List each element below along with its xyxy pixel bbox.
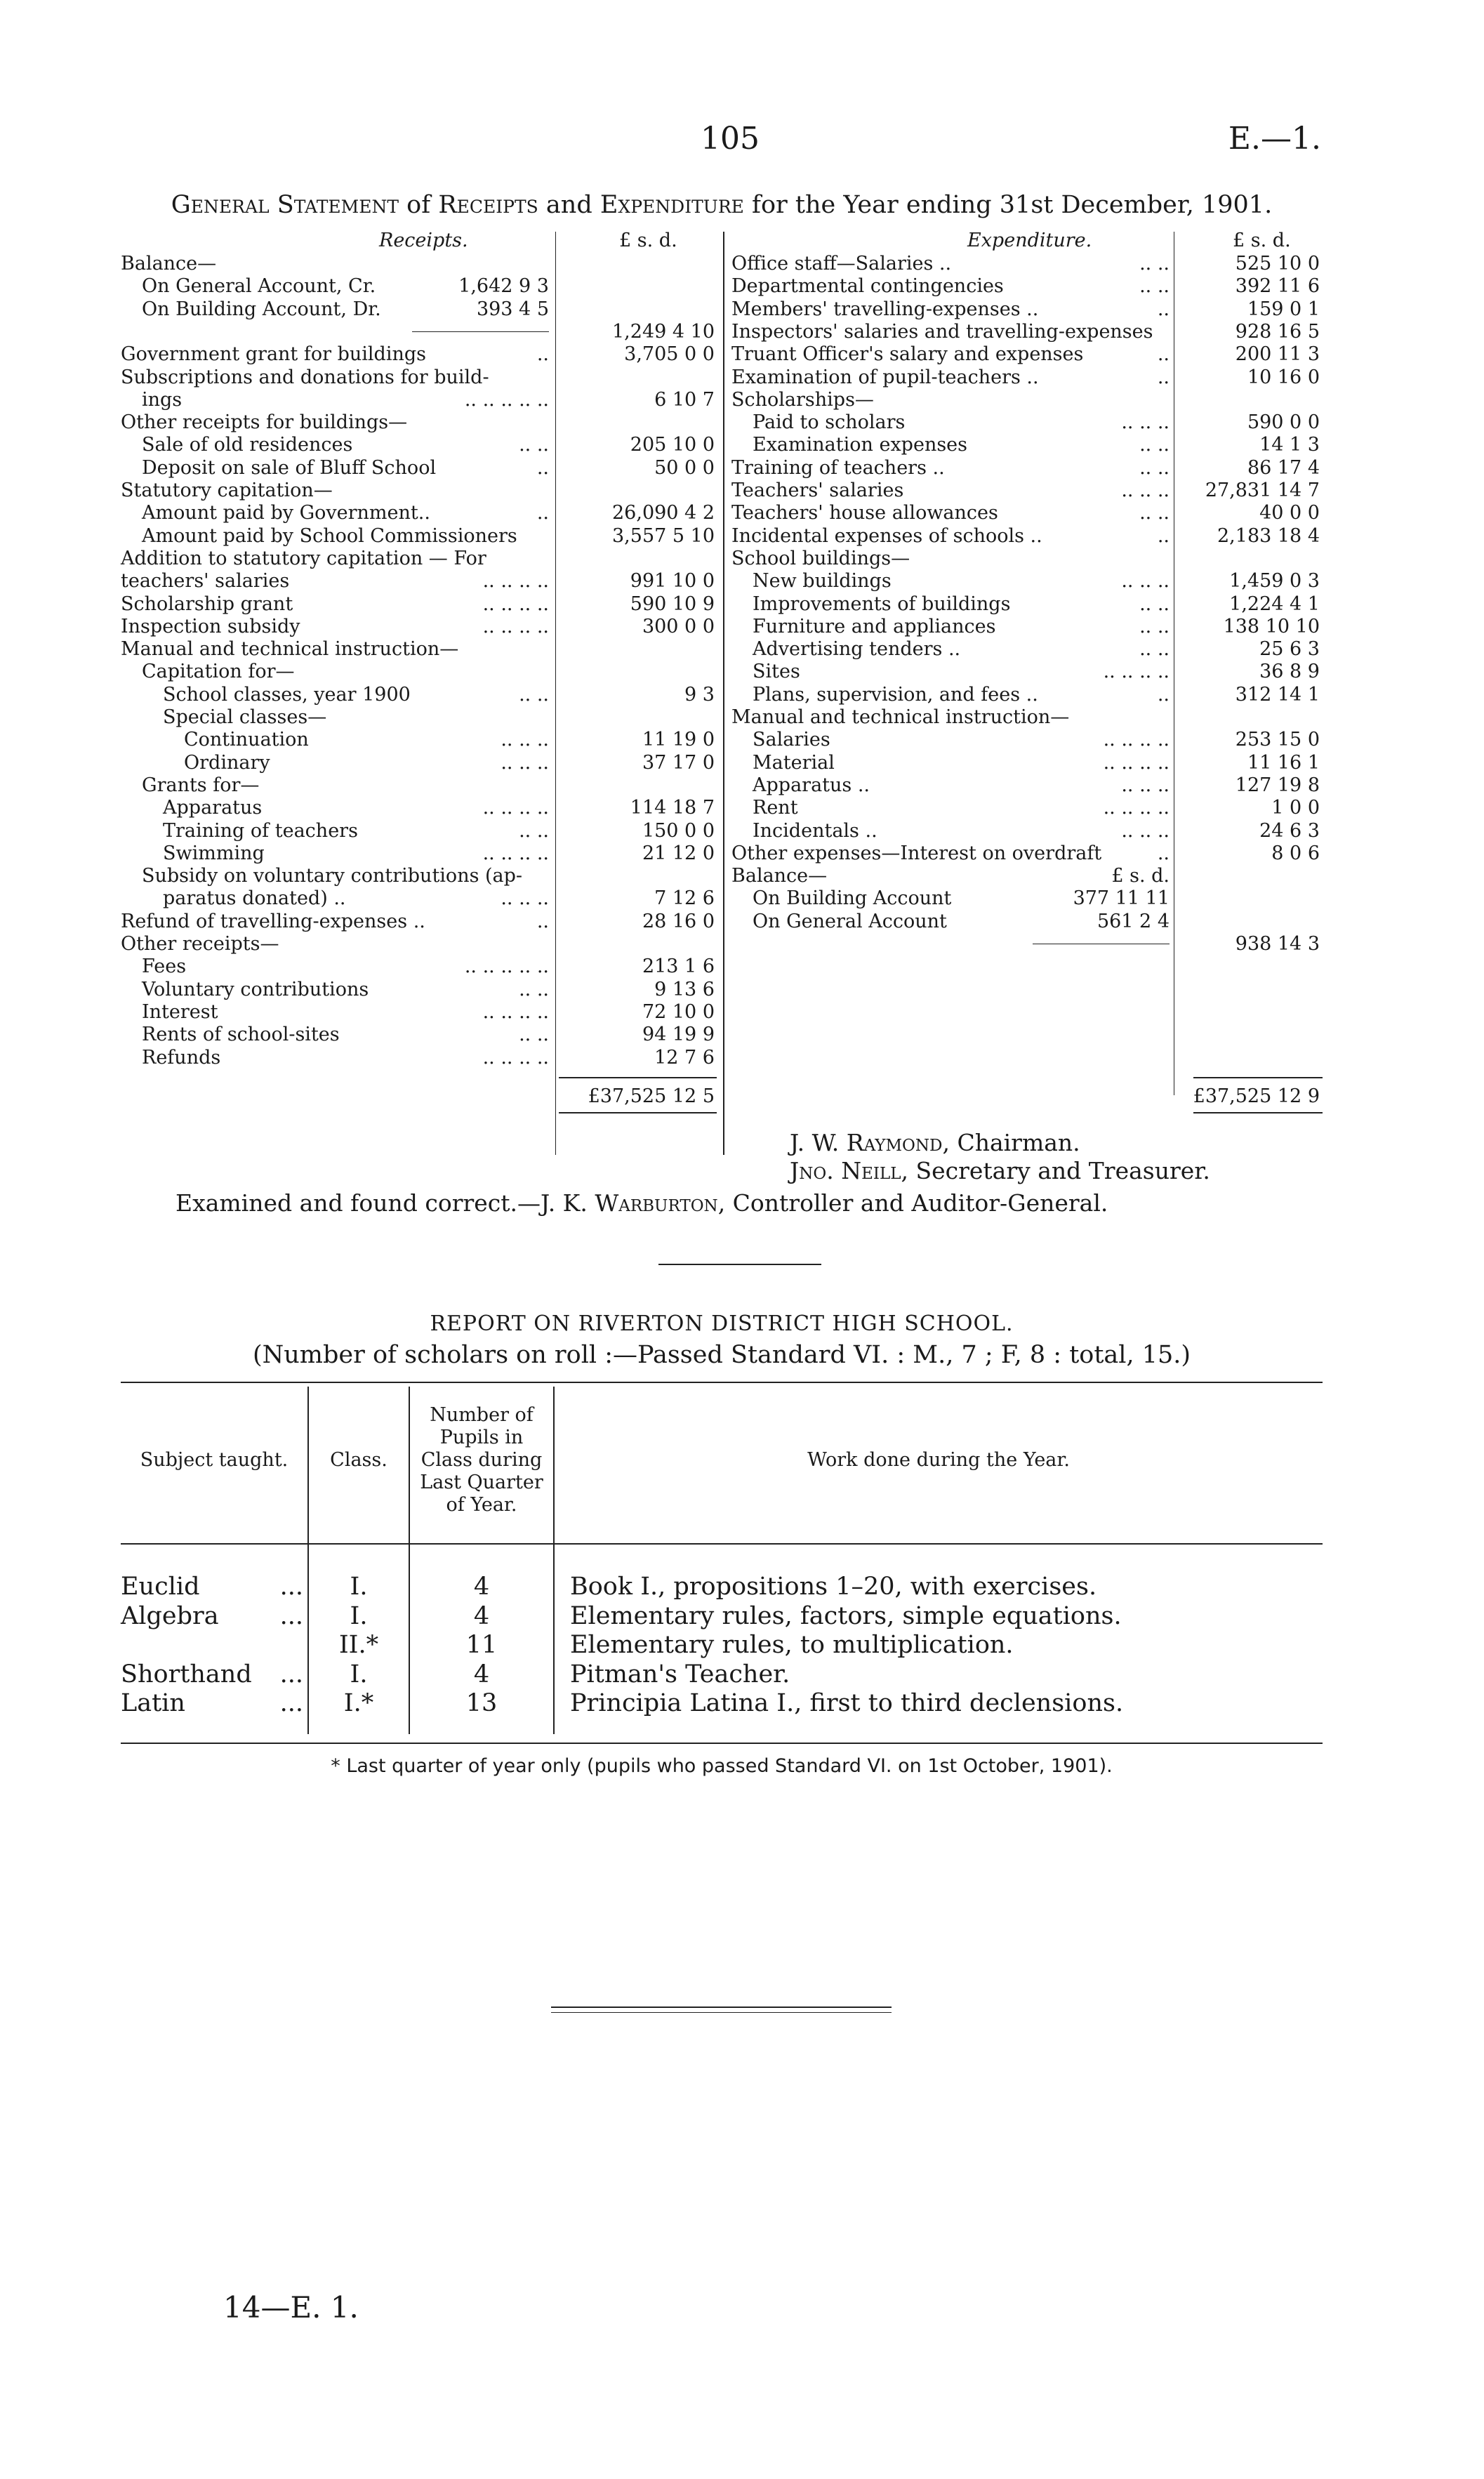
- chairman-role: , Chairman.: [942, 1129, 1080, 1156]
- leader-dots: .. .. .. ..: [482, 593, 549, 615]
- footnote: * Last quarter of year only (pupils who passed Standard VI. on 1st October, 1901).: [331, 1755, 1113, 1777]
- class-cell: I.*: [343, 1689, 374, 1717]
- amount: 138 10 10: [1223, 615, 1320, 637]
- amount: 3,705 0 0: [624, 343, 715, 366]
- line-item-label: Paid to scholars: [753, 411, 906, 434]
- amount: 392 11 6: [1235, 275, 1320, 298]
- header-pupils-line: Class during: [420, 1449, 543, 1471]
- leader-dots: ...: [279, 1573, 303, 1601]
- leader-dots: ..: [1157, 683, 1170, 706]
- amount: 86 17 4: [1247, 456, 1320, 479]
- line-item-label: Swimming: [163, 842, 265, 864]
- line-item-label: New buildings: [753, 570, 892, 593]
- leader-dots: .. .. .. .. ..: [464, 388, 549, 411]
- line-item-label: Balance—: [731, 865, 828, 887]
- line-item-label: Refunds: [142, 1046, 221, 1069]
- line-item-label: On Building Account: [753, 887, 952, 910]
- amount: 3,557 5 10: [612, 524, 715, 547]
- line-item-label: Grants for—: [142, 774, 260, 796]
- sheet-signature: 14—E. 1.: [223, 2290, 359, 2325]
- table-rule-top: [121, 1382, 1323, 1383]
- auditor-name: Warburton: [595, 1189, 718, 1217]
- line-item-label: Inspectors' salaries and travelling-expenses: [731, 320, 1153, 343]
- report-title: REPORT ON RIVERTON DISTRICT HIGH SCHOOL.: [430, 1311, 1014, 1336]
- line-item-label: Advertising tenders ..: [753, 638, 961, 661]
- line-item-label: Other receipts—: [121, 933, 279, 955]
- line-item-label: Training of teachers ..: [731, 456, 945, 479]
- line-item-label: Improvements of buildings: [753, 593, 1011, 615]
- chairman-name: J. W. Raymond: [790, 1129, 943, 1156]
- work-cell: Elementary rules, to multiplication.: [570, 1631, 1014, 1659]
- amount: 8 0 6: [1271, 842, 1320, 864]
- leader-dots: .. ..: [1139, 638, 1170, 661]
- amount: 1,224 4 1: [1229, 593, 1320, 615]
- line-item-label: Subscriptions and donations for build-: [121, 366, 489, 388]
- document-code: E.—1.: [1228, 121, 1321, 157]
- line-item-label: Salaries: [753, 729, 830, 751]
- line-item-label: Office staff—Salaries ..: [731, 253, 952, 275]
- leader-dots: .. .. .. ..: [482, 1046, 549, 1069]
- amount: 25 6 3: [1259, 638, 1320, 661]
- amount: 37 17 0: [642, 751, 715, 774]
- leader-dots: .. .. .. ..: [482, 797, 549, 819]
- line-item-label: Training of teachers: [163, 819, 358, 842]
- leader-dots: .. ..: [1139, 502, 1170, 524]
- leader-dots: .. .. ..: [501, 751, 549, 774]
- line-item-label: Sites: [753, 661, 800, 683]
- line-item-label: Amount paid by Government..: [142, 502, 430, 524]
- amount: 11 16 1: [1247, 751, 1320, 774]
- leader-dots: .. .. ..: [501, 887, 549, 910]
- header-pupils-line: of Year.: [446, 1494, 517, 1516]
- sub-amount: 1,642 9 3: [458, 275, 549, 298]
- leader-dots: .. ..: [1139, 253, 1170, 275]
- class-cell: I.: [350, 1660, 368, 1688]
- leader-dots: ..: [1157, 298, 1170, 320]
- amount: 200 11 3: [1235, 343, 1320, 366]
- amount: 150 0 0: [642, 819, 715, 842]
- amount: 28 16 0: [642, 910, 715, 932]
- leader-dots: .. .. .. .. ..: [464, 956, 549, 978]
- amount: 26,090 4 2: [612, 502, 715, 524]
- line-item-label: Interest: [142, 1000, 218, 1023]
- leader-dots: .. .. .. ..: [482, 1000, 549, 1023]
- end-rule: [551, 2007, 892, 2008]
- leader-dots: ..: [536, 456, 549, 479]
- line-item-label: ings: [142, 388, 183, 411]
- leader-dots: ...: [279, 1601, 303, 1630]
- class-cell: I.: [350, 1573, 368, 1601]
- line-item-label: teachers' salaries: [121, 570, 290, 593]
- line-item-label: Inspection subsidy: [121, 615, 300, 637]
- work-cell: Principia Latina I., first to third declensions.: [570, 1689, 1124, 1717]
- line-item-label: Sale of old residences: [142, 434, 353, 456]
- line-item-label: Continuation: [184, 729, 309, 751]
- class-cell: I.: [350, 1601, 368, 1630]
- leader-dots: .. .. .. ..: [482, 842, 549, 864]
- leader-dots: ...: [279, 1660, 303, 1688]
- line-item-label: Special classes—: [163, 706, 327, 728]
- pupils-cell: 13: [465, 1689, 498, 1717]
- amount: 114 18 7: [630, 797, 715, 819]
- amount: 938 14 3: [1235, 933, 1320, 955]
- title-part: for the Year ending 31st December, 1901.: [743, 191, 1273, 219]
- line-item-label: On General Account, Cr.: [142, 275, 376, 298]
- line-item-label: Fees: [142, 956, 187, 978]
- leader-dots: ..: [536, 910, 549, 932]
- title-part: General Statement: [171, 191, 399, 219]
- subject-cell: Latin: [121, 1689, 185, 1717]
- amount: 9 13 6: [654, 978, 715, 1000]
- line-item-label: paratus donated) ..: [163, 887, 346, 910]
- pupils-cell: 11: [465, 1631, 498, 1659]
- leader-dots: .. .. ..: [501, 729, 549, 751]
- auditor-prefix: Examined and found correct.—J. K.: [175, 1189, 595, 1217]
- work-cell: Elementary rules, factors, simple equations.: [570, 1601, 1122, 1630]
- leader-dots: .. ..: [519, 819, 549, 842]
- amount: 590 0 0: [1247, 411, 1320, 434]
- line-item-label: On Building Account, Dr.: [142, 298, 381, 320]
- leader-dots: .. .. ..: [1121, 411, 1170, 434]
- secretary-role: , Secretary and Treasurer.: [901, 1157, 1210, 1184]
- amount: 312 14 1: [1235, 683, 1320, 706]
- line-item-label: Incidentals ..: [753, 819, 877, 842]
- end-rule: [551, 2012, 892, 2013]
- amount: 12 7 6: [654, 1046, 715, 1069]
- line-item-label: Departmental contingencies: [731, 275, 1004, 298]
- line-item-label: Balance—: [121, 253, 217, 275]
- leader-dots: ..: [536, 502, 549, 524]
- leader-dots: .. ..: [519, 683, 549, 706]
- line-item-label: Scholarships—: [731, 388, 874, 411]
- amount: 10 16 0: [1247, 366, 1320, 388]
- amount: 991 10 0: [630, 570, 715, 593]
- line-item-label: Rent: [753, 797, 798, 819]
- amount: 14 1 3: [1259, 434, 1320, 456]
- line-item-label: Amount paid by School Commissioners: [142, 524, 517, 547]
- page-number: 105: [701, 121, 760, 157]
- secretary-name: Jno. Neill: [790, 1157, 901, 1184]
- line-item-label: Voluntary contributions: [142, 978, 369, 1000]
- line-item-label: School classes, year 1900: [163, 683, 411, 706]
- line-item-label: Manual and technical instruction—: [121, 638, 459, 661]
- sub-amount: 377 11 11: [1073, 887, 1170, 910]
- header-pupils: [410, 1404, 553, 1516]
- receipts-currency-header: £ s. d.: [619, 230, 677, 251]
- expenditure-currency-header: £ s. d.: [1233, 230, 1291, 251]
- line-item-label: Other expenses—Interest on overdraft: [731, 842, 1102, 864]
- header-pupils-line: Number of: [430, 1404, 534, 1426]
- line-item-label: Deposit on sale of Bluff School: [142, 456, 437, 479]
- header-pupils-line: Last Quarter: [420, 1472, 543, 1493]
- leader-dots: .. ..: [1139, 434, 1170, 456]
- line-item-label: School buildings—: [731, 547, 910, 569]
- leader-dots: .. .. .. ..: [1103, 729, 1170, 751]
- leader-dots: .. ..: [1139, 615, 1170, 637]
- amount: 213 1 6: [642, 956, 715, 978]
- title-part: Receipts: [438, 191, 538, 219]
- leader-dots: .. .. .. ..: [1103, 661, 1170, 683]
- leader-dots: .. .. .. ..: [1103, 751, 1170, 774]
- line-item-label: Examination of pupil-teachers ..: [731, 366, 1039, 388]
- table-column-divider: [553, 1387, 555, 1734]
- pupils-cell: 4: [473, 1660, 490, 1688]
- leader-dots: .. .. ..: [1121, 819, 1170, 842]
- amount: 72 10 0: [642, 1000, 715, 1023]
- class-cell: II.*: [338, 1631, 379, 1659]
- amount: 525 10 0: [1235, 253, 1320, 275]
- line-item-label: Addition to statutory capitation — For: [121, 547, 486, 569]
- line-item-label: Capitation for—: [142, 661, 295, 683]
- leader-dots: .. .. ..: [1121, 774, 1170, 796]
- leader-dots: ..: [536, 343, 549, 366]
- amount: 300 0 0: [642, 615, 715, 637]
- leader-dots: ..: [1157, 842, 1170, 864]
- line-item-label: Rents of school-sites: [142, 1024, 340, 1046]
- sub-amount: £ s. d.: [1111, 865, 1170, 887]
- line-item-label: Material: [753, 751, 835, 774]
- amount: 2,183 18 4: [1217, 524, 1320, 547]
- work-cell: Book I., propositions 1–20, with exercises.: [570, 1573, 1097, 1601]
- header-class: Class.: [330, 1449, 387, 1471]
- leader-dots: .. ..: [1139, 275, 1170, 298]
- line-item-label: Refund of travelling-expenses ..: [121, 910, 425, 932]
- line-item-label: Manual and technical instruction—: [731, 706, 1070, 728]
- leader-dots: .. ..: [519, 978, 549, 1000]
- amount: 6 10 7: [654, 388, 715, 411]
- title-part: Expenditure: [599, 191, 744, 219]
- amount: 36 8 9: [1259, 661, 1320, 683]
- header-work: Work done during the Year.: [807, 1449, 1070, 1471]
- leader-dots: .. ..: [1139, 456, 1170, 479]
- leader-dots: .. .. .. ..: [482, 570, 549, 593]
- pupils-cell: 4: [473, 1573, 490, 1601]
- pupils-cell: 4: [473, 1601, 490, 1630]
- amount: 21 12 0: [642, 842, 715, 864]
- auditor-suffix: , Controller and Auditor-General.: [717, 1189, 1108, 1217]
- work-cell: Pitman's Teacher.: [570, 1660, 790, 1688]
- amount: 27,831 14 7: [1205, 480, 1320, 501]
- sub-amount: 561 2 4: [1097, 910, 1170, 932]
- leader-dots: ...: [279, 1689, 303, 1717]
- line-item-label: Government grant for buildings: [121, 343, 426, 366]
- amount: 1,249 4 10: [612, 320, 715, 343]
- line-item-label: Teachers' house allowances: [731, 502, 998, 524]
- leader-dots: .. .. ..: [1121, 480, 1170, 501]
- title-part: and: [538, 191, 600, 219]
- receipts-heading: Receipts.: [379, 230, 468, 251]
- subject-cell: Euclid: [121, 1573, 200, 1601]
- line-item-label: Ordinary: [184, 751, 270, 774]
- table-rule-bottom: [121, 1743, 1323, 1744]
- receipts-total: £37,525 12 5: [588, 1085, 715, 1107]
- line-item-label: Subsidy on voluntary contributions (ap-: [142, 865, 523, 887]
- line-item-label: On General Account: [753, 910, 947, 932]
- leader-dots: ..: [1157, 524, 1170, 547]
- amount: 253 15 0: [1235, 729, 1320, 751]
- amount: 40 0 0: [1259, 502, 1320, 524]
- amount: 159 0 1: [1247, 298, 1320, 320]
- leader-dots: .. .. ..: [1121, 570, 1170, 593]
- amount: 205 10 0: [630, 434, 715, 456]
- amount: 1,459 0 3: [1229, 570, 1320, 593]
- line-item-label: Furniture and appliances: [753, 615, 996, 637]
- header-pupils-line: Pupils in: [439, 1427, 524, 1448]
- amount: 9 3: [684, 683, 715, 706]
- sub-amount: 393 4 5: [476, 298, 549, 320]
- table-rule-header: [121, 1543, 1323, 1545]
- line-item-label: Incidental expenses of schools ..: [731, 524, 1042, 547]
- report-subtitle: (Number of scholars on roll :—Passed Standard VI. : M., 7 ; F, 8 : total, 15.): [252, 1341, 1191, 1369]
- leader-dots: .. ..: [519, 434, 549, 456]
- leader-dots: .. ..: [1139, 593, 1170, 615]
- header-subject: Subject taught.: [140, 1449, 289, 1471]
- title-part: of: [399, 191, 439, 219]
- leader-dots: ..: [1157, 366, 1170, 388]
- amount: 127 19 8: [1235, 774, 1320, 796]
- expenditure-total: £37,525 12 9: [1193, 1085, 1320, 1107]
- line-item-label: Truant Officer's salary and expenses: [731, 343, 1084, 366]
- amount: 928 16 5: [1235, 320, 1320, 343]
- leader-dots: .. .. .. ..: [1103, 797, 1170, 819]
- amount: 7 12 6: [654, 887, 715, 910]
- line-item-label: Examination expenses: [753, 434, 968, 456]
- amount: 1 0 0: [1271, 797, 1320, 819]
- leader-dots: .. .. .. ..: [482, 615, 549, 637]
- line-item-label: Scholarship grant: [121, 593, 293, 615]
- line-item-label: Plans, supervision, and fees ..: [753, 683, 1038, 706]
- amount: 590 10 9: [630, 593, 715, 615]
- line-item-label: Statutory capitation—: [121, 480, 333, 501]
- line-item-label: Apparatus: [163, 797, 263, 819]
- subject-cell: Algebra: [121, 1601, 219, 1630]
- amount: 24 6 3: [1259, 819, 1320, 842]
- subject-cell: Shorthand: [121, 1660, 252, 1688]
- amount: 50 0 0: [654, 456, 715, 479]
- expenditure-heading: Expenditure.: [967, 230, 1092, 251]
- leader-dots: ..: [1157, 343, 1170, 366]
- leader-dots: .. ..: [519, 1024, 549, 1046]
- line-item-label: Teachers' salaries: [731, 480, 904, 501]
- amount: 94 19 9: [642, 1024, 715, 1046]
- amount: 11 19 0: [642, 729, 715, 751]
- line-item-label: Other receipts for buildings—: [121, 411, 408, 434]
- line-item-label: Apparatus ..: [753, 774, 870, 796]
- line-item-label: Members' travelling-expenses ..: [731, 298, 1039, 320]
